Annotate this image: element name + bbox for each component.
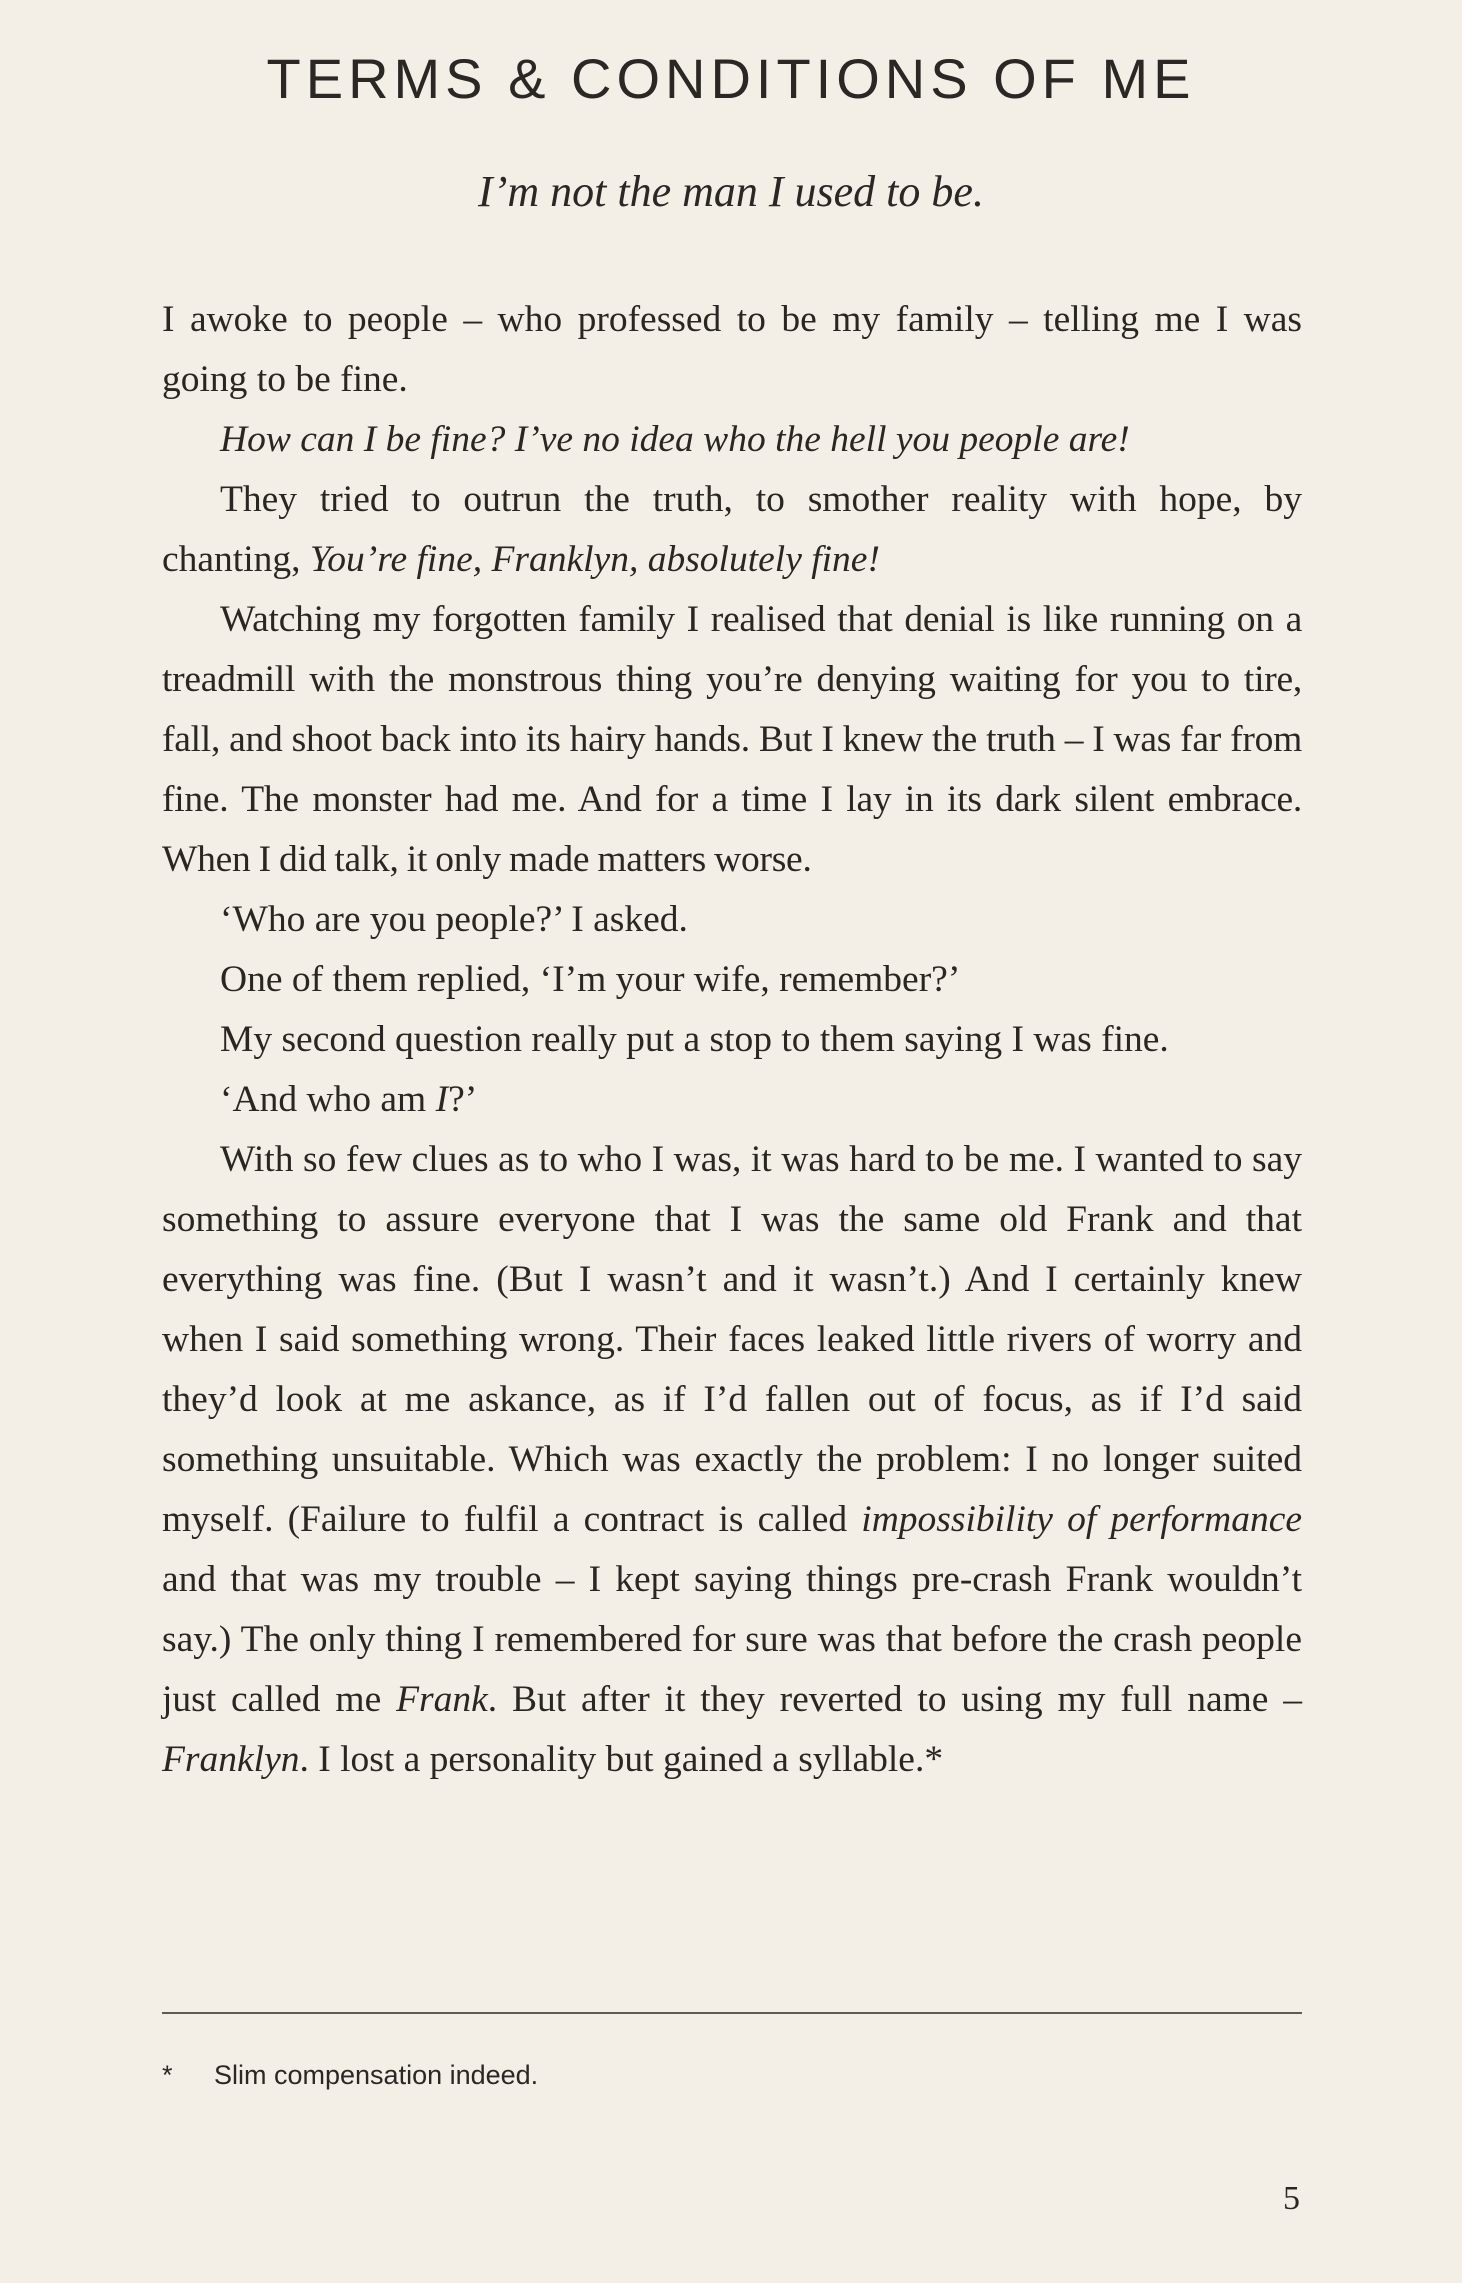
text-span: and that was my trouble – I kept saying things pre-crash Frank wouldn’t say.) The only thing I remembered for sure was that before the crash people just called me (162, 1559, 1302, 1720)
paragraph: One of them replied, ‘I’m your wife, remember?’ (220, 959, 961, 1000)
paragraph: ‘Who are you people?’ I asked. (220, 899, 688, 940)
text-span: With so few clues as to who I was, it was hard to be me. I wanted to say something to assure everyone that I was the same old Frank and that everything was fine. (But I wasn’t and it wasn’t.) And I certainly knew when I said something wrong. Their faces leaked little rivers of worry and they’d look at me askance, as if I’d fallen out of focus, as if I’d said something unsuitable. Which was exactly the problem: I no longer suited myself. (Failure to fulfil a contract is called (162, 1139, 1302, 1540)
text-span: ?’ (448, 1079, 478, 1120)
paragraph (162, 1130, 1302, 1790)
paragraph (162, 470, 1302, 590)
footnote-text: Slim compensation indeed. (214, 2060, 539, 2090)
text-span: . I lost a personality but gained a syllable.* (299, 1739, 944, 1780)
chapter-title: TERMS & CONDITIONS OF ME (266, 47, 1196, 110)
text-span: . But after it they reverted to using my full name – (487, 1679, 1303, 1720)
italic-text: You’re fine, Franklyn, absolutely fine! (309, 539, 880, 580)
italic-text: I (435, 1079, 449, 1120)
paragraph: Watching my forgotten family I realised that denial is like running on a treadmill with the monstrous thing you’re denying waiting for you to tire, fall, and shoot back into its hairy hands. But I knew the truth – I was far from fine. The monster had me. And for a time I lay in its dark silent embrace. When I did talk, it only made matters worse. (162, 599, 1302, 880)
italic-text: impossibility of performance (861, 1499, 1303, 1540)
paragraph: My second question really put a stop to them saying I was fine. (220, 1019, 1169, 1060)
italic-text: How can I be fine? I’ve no idea who the hell you people are! (220, 419, 1130, 460)
footnote (162, 2060, 538, 2091)
paragraph (162, 1070, 1302, 1130)
page-number: 5 (1283, 2180, 1300, 2217)
footnote-marker: * (162, 2060, 173, 2090)
italic-text: Franklyn (162, 1739, 300, 1780)
paragraph: I awoke to people – who professed to be my family – telling me I was going to be fine. (162, 299, 1302, 400)
chapter-epigraph: I’m not the man I used to be. (478, 167, 984, 216)
footnote-divider (162, 2012, 1302, 2014)
body-text (162, 290, 1302, 1790)
text-span: ‘And who am (220, 1079, 436, 1120)
text-span: They tried to outrun the truth, to smother reality with hope, by chanting, (162, 479, 1302, 580)
italic-text: Frank (396, 1679, 488, 1720)
paragraph (162, 410, 1302, 470)
